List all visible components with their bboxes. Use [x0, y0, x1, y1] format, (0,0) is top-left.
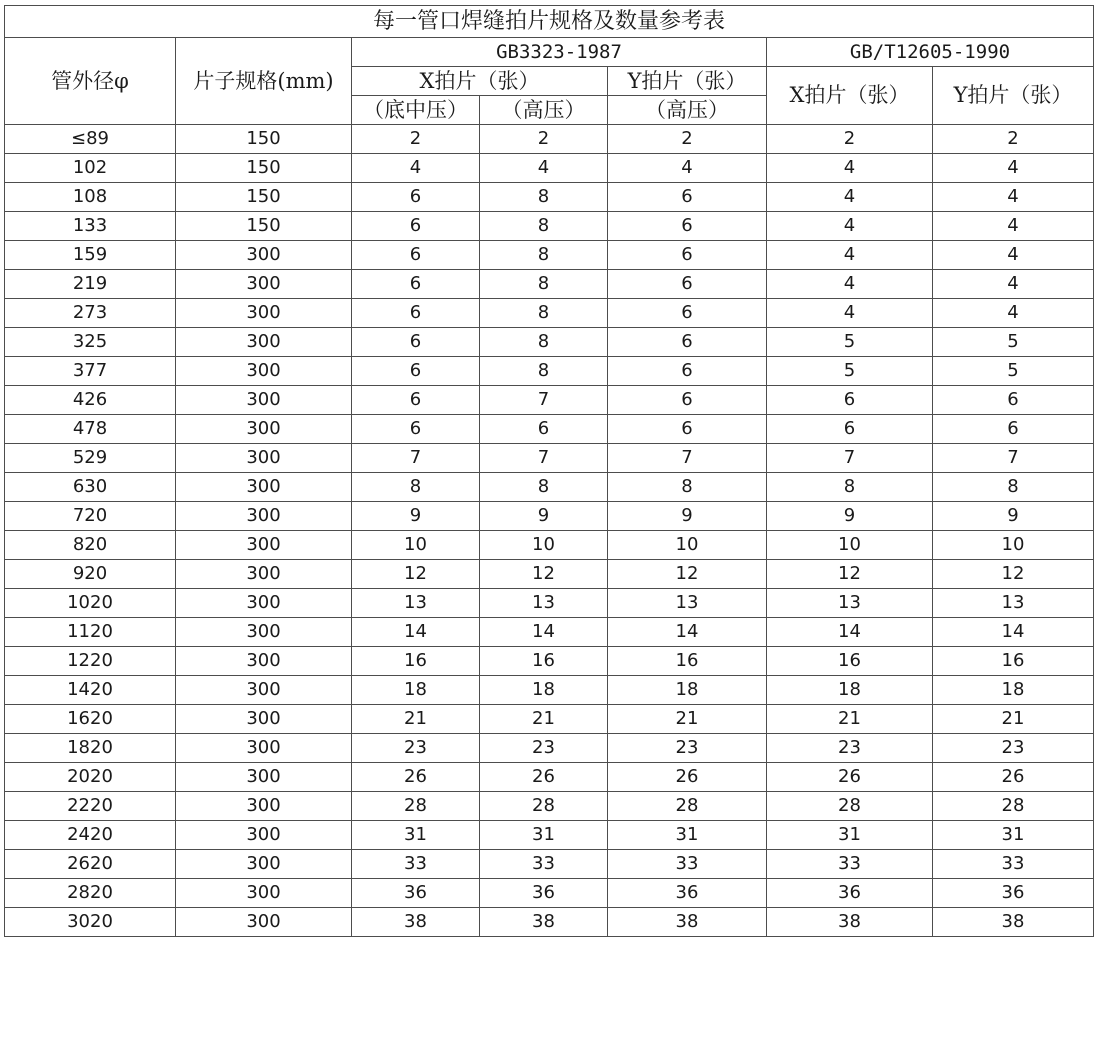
y-film-header: Y拍片（张） [608, 67, 767, 96]
gbt12605-x-cell: 4 [767, 241, 933, 270]
gbt12605-x-cell: 6 [767, 415, 933, 444]
gb3323-x-high-cell: 8 [480, 270, 608, 299]
x-film-header-2: X拍片（张） [767, 67, 933, 125]
gb3323-y-high-cell: 14 [608, 618, 767, 647]
film-spec-cell: 300 [176, 241, 352, 270]
pipe-od-cell: 2020 [5, 763, 176, 792]
gbt12605-x-cell: 14 [767, 618, 933, 647]
film-spec-cell: 300 [176, 821, 352, 850]
film-spec-cell: 150 [176, 154, 352, 183]
gbt12605-y-cell: 21 [933, 705, 1094, 734]
table-row [5, 386, 1094, 415]
gb3323-x-high-cell: 12 [480, 560, 608, 589]
film-spec-cell: 300 [176, 560, 352, 589]
gbt12605-x-cell: 4 [767, 183, 933, 212]
film-spec-cell: 150 [176, 125, 352, 154]
table-row [5, 647, 1094, 676]
gbt12605-x-cell: 16 [767, 647, 933, 676]
pipe-od-header: 管外径φ [5, 38, 176, 125]
gbt12605-y-cell: 2 [933, 125, 1094, 154]
film-spec-cell: 150 [176, 212, 352, 241]
film-spec-cell: 300 [176, 792, 352, 821]
film-spec-table [4, 5, 1094, 937]
gb3323-y-high-cell: 21 [608, 705, 767, 734]
gb3323-y-high-cell: 6 [608, 415, 767, 444]
gbt12605-x-cell: 33 [767, 850, 933, 879]
gb3323-x-low-mid-cell: 14 [352, 618, 480, 647]
gb3323-x-low-mid-cell: 28 [352, 792, 480, 821]
gb3323-x-high-cell: 8 [480, 357, 608, 386]
table-row [5, 908, 1094, 937]
gb3323-x-high-cell: 6 [480, 415, 608, 444]
gb3323-x-high-cell: 7 [480, 386, 608, 415]
film-spec-cell: 300 [176, 763, 352, 792]
table-title: 每一管口焊缝拍片规格及数量参考表 [5, 6, 1094, 38]
gbt12605-x-cell: 12 [767, 560, 933, 589]
table-row [5, 879, 1094, 908]
gb3323-x-high-cell: 4 [480, 154, 608, 183]
table-row [5, 357, 1094, 386]
table-row [5, 676, 1094, 705]
gb3323-x-low-mid-cell: 33 [352, 850, 480, 879]
table-row [5, 531, 1094, 560]
gb3323-x-low-mid-cell: 10 [352, 531, 480, 560]
x-film-header: X拍片（张） [352, 67, 608, 96]
gbt12605-y-cell: 9 [933, 502, 1094, 531]
pipe-od-cell: 273 [5, 299, 176, 328]
pipe-od-cell: 1020 [5, 589, 176, 618]
gbt12605-x-cell: 5 [767, 328, 933, 357]
film-spec-cell: 300 [176, 531, 352, 560]
gb3323-y-high-cell: 6 [608, 299, 767, 328]
gb3323-y-high-cell: 16 [608, 647, 767, 676]
pipe-od-cell: 2420 [5, 821, 176, 850]
gb3323-x-low-mid-cell: 12 [352, 560, 480, 589]
gbt12605-x-cell: 8 [767, 473, 933, 502]
gbt12605-y-cell: 14 [933, 618, 1094, 647]
table-row [5, 705, 1094, 734]
table-row [5, 502, 1094, 531]
gb3323-x-high-cell: 9 [480, 502, 608, 531]
gb3323-y-high-cell: 6 [608, 328, 767, 357]
film-spec-cell: 300 [176, 386, 352, 415]
gb3323-x-low-mid-cell: 6 [352, 299, 480, 328]
gb3323-x-high-cell: 8 [480, 241, 608, 270]
pipe-od-cell: ≤89 [5, 125, 176, 154]
film-spec-cell: 300 [176, 734, 352, 763]
gbt12605-y-cell: 36 [933, 879, 1094, 908]
gb3323-x-low-mid-cell: 6 [352, 212, 480, 241]
gb3323-x-high-cell: 7 [480, 444, 608, 473]
gb3323-x-high-cell: 8 [480, 299, 608, 328]
gb3323-y-high-cell: 6 [608, 183, 767, 212]
gb3323-x-high-cell: 8 [480, 212, 608, 241]
gbt12605-y-cell: 18 [933, 676, 1094, 705]
gb3323-x-high-cell: 36 [480, 879, 608, 908]
gbt12605-x-cell: 10 [767, 531, 933, 560]
gbt12605-x-cell: 4 [767, 154, 933, 183]
gbt12605-x-cell: 21 [767, 705, 933, 734]
gbt12605-y-cell: 5 [933, 357, 1094, 386]
gbt12605-x-cell: 4 [767, 212, 933, 241]
gb3323-x-high-cell: 33 [480, 850, 608, 879]
pipe-od-cell: 2820 [5, 879, 176, 908]
film-spec-cell: 300 [176, 328, 352, 357]
film-spec-cell: 300 [176, 502, 352, 531]
film-spec-cell: 150 [176, 183, 352, 212]
pipe-od-cell: 920 [5, 560, 176, 589]
gb3323-y-high-cell: 6 [608, 241, 767, 270]
gb3323-y-high-cell: 33 [608, 850, 767, 879]
standard-gbt12605-header: GB/T12605-1990 [767, 38, 1094, 67]
gbt12605-x-cell: 23 [767, 734, 933, 763]
gb3323-y-high-cell: 8 [608, 473, 767, 502]
gbt12605-x-cell: 26 [767, 763, 933, 792]
pipe-od-cell: 1120 [5, 618, 176, 647]
gb3323-y-high-cell: 18 [608, 676, 767, 705]
gbt12605-y-cell: 7 [933, 444, 1094, 473]
gb3323-x-low-mid-cell: 6 [352, 241, 480, 270]
film-spec-cell: 300 [176, 415, 352, 444]
y-film-header-2: Y拍片（张） [933, 67, 1094, 125]
gb3323-x-high-cell: 31 [480, 821, 608, 850]
film-spec-cell: 300 [176, 705, 352, 734]
gbt12605-x-cell: 9 [767, 502, 933, 531]
gb3323-x-low-mid-cell: 26 [352, 763, 480, 792]
table-row [5, 560, 1094, 589]
gb3323-y-high-cell: 4 [608, 154, 767, 183]
gb3323-x-low-mid-cell: 9 [352, 502, 480, 531]
pipe-od-cell: 1620 [5, 705, 176, 734]
gb3323-y-high-cell: 6 [608, 212, 767, 241]
gb3323-y-high-cell: 23 [608, 734, 767, 763]
gb3323-x-high-cell: 26 [480, 763, 608, 792]
gb3323-y-high-cell: 36 [608, 879, 767, 908]
gb3323-x-low-mid-cell: 16 [352, 647, 480, 676]
gb3323-x-low-mid-cell: 38 [352, 908, 480, 937]
table-row [5, 154, 1094, 183]
gb3323-x-high-cell: 8 [480, 183, 608, 212]
pipe-od-cell: 630 [5, 473, 176, 502]
table-row [5, 821, 1094, 850]
gbt12605-x-cell: 31 [767, 821, 933, 850]
gb3323-y-high-cell: 26 [608, 763, 767, 792]
gbt12605-y-cell: 4 [933, 183, 1094, 212]
film-spec-cell: 300 [176, 444, 352, 473]
gbt12605-x-cell: 28 [767, 792, 933, 821]
table-row [5, 763, 1094, 792]
gbt12605-y-cell: 6 [933, 415, 1094, 444]
pipe-od-cell: 133 [5, 212, 176, 241]
gb3323-x-high-cell: 18 [480, 676, 608, 705]
table-row [5, 125, 1094, 154]
gbt12605-y-cell: 12 [933, 560, 1094, 589]
gbt12605-y-cell: 16 [933, 647, 1094, 676]
table-row [5, 850, 1094, 879]
film-spec-cell: 300 [176, 618, 352, 647]
table-row [5, 734, 1094, 763]
table-row [5, 589, 1094, 618]
gb3323-y-high-cell: 10 [608, 531, 767, 560]
high-pressure-y-header: （高压） [608, 96, 767, 125]
gb3323-x-high-cell: 2 [480, 125, 608, 154]
pipe-od-cell: 1420 [5, 676, 176, 705]
gbt12605-y-cell: 13 [933, 589, 1094, 618]
film-spec-header: 片子规格(mm) [176, 38, 352, 125]
gb3323-y-high-cell: 9 [608, 502, 767, 531]
gbt12605-x-cell: 7 [767, 444, 933, 473]
film-spec-cell: 300 [176, 589, 352, 618]
gb3323-y-high-cell: 12 [608, 560, 767, 589]
gb3323-x-high-cell: 23 [480, 734, 608, 763]
film-spec-cell: 300 [176, 676, 352, 705]
gbt12605-y-cell: 4 [933, 212, 1094, 241]
gbt12605-y-cell: 4 [933, 241, 1094, 270]
gbt12605-x-cell: 38 [767, 908, 933, 937]
table-row [5, 299, 1094, 328]
pipe-od-cell: 325 [5, 328, 176, 357]
gbt12605-y-cell: 8 [933, 473, 1094, 502]
gb3323-x-low-mid-cell: 6 [352, 386, 480, 415]
table-row [5, 328, 1094, 357]
pipe-od-cell: 720 [5, 502, 176, 531]
gb3323-x-low-mid-cell: 6 [352, 183, 480, 212]
table-row [5, 444, 1094, 473]
pipe-od-cell: 426 [5, 386, 176, 415]
pipe-od-cell: 1220 [5, 647, 176, 676]
gb3323-x-high-cell: 8 [480, 473, 608, 502]
gbt12605-y-cell: 4 [933, 270, 1094, 299]
table-row [5, 270, 1094, 299]
gb3323-x-high-cell: 14 [480, 618, 608, 647]
gb3323-x-high-cell: 10 [480, 531, 608, 560]
gb3323-y-high-cell: 2 [608, 125, 767, 154]
gb3323-x-low-mid-cell: 8 [352, 473, 480, 502]
gb3323-y-high-cell: 31 [608, 821, 767, 850]
pipe-od-cell: 102 [5, 154, 176, 183]
gb3323-x-low-mid-cell: 23 [352, 734, 480, 763]
gb3323-x-low-mid-cell: 18 [352, 676, 480, 705]
pipe-od-cell: 2220 [5, 792, 176, 821]
table-row [5, 415, 1094, 444]
table-row [5, 212, 1094, 241]
gb3323-x-low-mid-cell: 31 [352, 821, 480, 850]
gbt12605-x-cell: 6 [767, 386, 933, 415]
gb3323-y-high-cell: 13 [608, 589, 767, 618]
pipe-od-cell: 108 [5, 183, 176, 212]
film-spec-cell: 300 [176, 299, 352, 328]
gbt12605-x-cell: 13 [767, 589, 933, 618]
gbt12605-x-cell: 4 [767, 299, 933, 328]
gb3323-x-low-mid-cell: 6 [352, 415, 480, 444]
pipe-od-cell: 377 [5, 357, 176, 386]
gb3323-x-low-mid-cell: 6 [352, 357, 480, 386]
film-spec-cell: 300 [176, 270, 352, 299]
gbt12605-x-cell: 4 [767, 270, 933, 299]
pipe-od-cell: 478 [5, 415, 176, 444]
film-spec-cell: 300 [176, 850, 352, 879]
gb3323-x-high-cell: 13 [480, 589, 608, 618]
gbt12605-y-cell: 31 [933, 821, 1094, 850]
gbt12605-y-cell: 23 [933, 734, 1094, 763]
gbt12605-x-cell: 36 [767, 879, 933, 908]
gbt12605-y-cell: 28 [933, 792, 1094, 821]
header-row-1 [5, 38, 1094, 67]
title-row [5, 6, 1094, 38]
film-spec-cell: 300 [176, 473, 352, 502]
pipe-od-cell: 2620 [5, 850, 176, 879]
table-row [5, 241, 1094, 270]
gb3323-x-high-cell: 21 [480, 705, 608, 734]
gb3323-x-high-cell: 8 [480, 328, 608, 357]
gbt12605-y-cell: 4 [933, 154, 1094, 183]
table-row [5, 473, 1094, 502]
gbt12605-y-cell: 4 [933, 299, 1094, 328]
gb3323-x-low-mid-cell: 6 [352, 270, 480, 299]
gb3323-y-high-cell: 6 [608, 270, 767, 299]
film-spec-cell: 300 [176, 357, 352, 386]
film-spec-cell: 300 [176, 879, 352, 908]
gb3323-x-low-mid-cell: 6 [352, 328, 480, 357]
gb3323-x-high-cell: 28 [480, 792, 608, 821]
gb3323-y-high-cell: 6 [608, 357, 767, 386]
gbt12605-y-cell: 38 [933, 908, 1094, 937]
pipe-od-cell: 529 [5, 444, 176, 473]
pipe-od-cell: 159 [5, 241, 176, 270]
gbt12605-y-cell: 33 [933, 850, 1094, 879]
gb3323-x-low-mid-cell: 36 [352, 879, 480, 908]
standard-gb3323-header: GB3323-1987 [352, 38, 767, 67]
gb3323-x-low-mid-cell: 2 [352, 125, 480, 154]
table-body [5, 6, 1094, 937]
film-spec-cell: 300 [176, 647, 352, 676]
gb3323-x-low-mid-cell: 13 [352, 589, 480, 618]
table-row [5, 618, 1094, 647]
gbt12605-y-cell: 10 [933, 531, 1094, 560]
gb3323-x-low-mid-cell: 7 [352, 444, 480, 473]
gbt12605-y-cell: 26 [933, 763, 1094, 792]
gb3323-x-high-cell: 38 [480, 908, 608, 937]
gbt12605-y-cell: 6 [933, 386, 1094, 415]
gb3323-x-low-mid-cell: 4 [352, 154, 480, 183]
gb3323-x-high-cell: 16 [480, 647, 608, 676]
gb3323-y-high-cell: 6 [608, 386, 767, 415]
pipe-od-cell: 219 [5, 270, 176, 299]
table-row [5, 792, 1094, 821]
high-pressure-x-header: （高压） [480, 96, 608, 125]
pipe-od-cell: 820 [5, 531, 176, 560]
gbt12605-y-cell: 5 [933, 328, 1094, 357]
low-mid-pressure-header: （底中压） [352, 96, 480, 125]
gb3323-x-low-mid-cell: 21 [352, 705, 480, 734]
gb3323-y-high-cell: 38 [608, 908, 767, 937]
pipe-od-cell: 1820 [5, 734, 176, 763]
gbt12605-x-cell: 18 [767, 676, 933, 705]
gbt12605-x-cell: 2 [767, 125, 933, 154]
gb3323-y-high-cell: 28 [608, 792, 767, 821]
gbt12605-x-cell: 5 [767, 357, 933, 386]
gb3323-y-high-cell: 7 [608, 444, 767, 473]
pipe-od-cell: 3020 [5, 908, 176, 937]
table-row [5, 183, 1094, 212]
film-spec-cell: 300 [176, 908, 352, 937]
